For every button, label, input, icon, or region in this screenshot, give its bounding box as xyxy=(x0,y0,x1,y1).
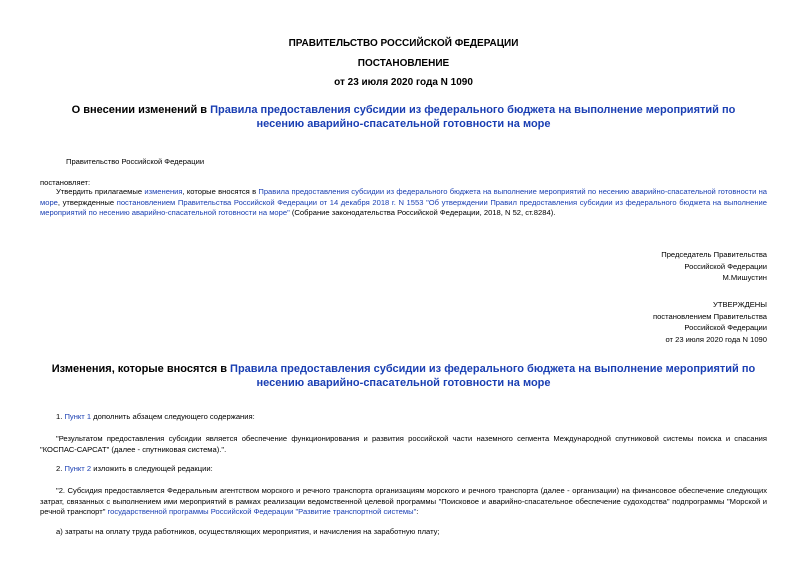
title-prefix: О внесении изменений в xyxy=(71,104,211,116)
change-2-quote xyxy=(40,486,767,518)
changes-title-prefix: Изменения, которые вносятся в xyxy=(51,363,231,375)
change-2-number: 2. xyxy=(56,464,65,473)
change-1-text: дополнить абзацем следующего содержания: xyxy=(91,412,255,421)
approved-label: УТВЕРЖДЕНЫ xyxy=(713,300,767,309)
change-2-quote-end: : xyxy=(416,507,419,516)
p1-text-c: , утвержденные xyxy=(57,197,117,207)
change-1 xyxy=(56,412,255,423)
point-1-link[interactable]: Пункт 1 xyxy=(64,412,92,421)
approved-block xyxy=(653,299,767,345)
signature-position: Председатель Правительства xyxy=(661,250,767,259)
resolution-1553-link[interactable]: постановлением Правительства Российской Федерации от 14 декабря 2018 г. N 1553 "Об утверждении Правил предоставления субсидии из федерального бюджета на выполнение мероприятий по несению аварийно-спасательной готовности на море" xyxy=(40,197,767,217)
p1-text-a: Утвердить прилагаемые xyxy=(56,187,145,196)
title-rules-link[interactable]: Правила предоставления субсидии из федерального бюджета на выполнение мероприятий по несению аварийно-спасательной готовности на море xyxy=(210,104,736,130)
p1-text-b: , которые вносятся в xyxy=(182,187,259,196)
decides-text: постановляет: xyxy=(40,178,91,187)
change-2-text: изложить в следующей редакции: xyxy=(91,464,213,473)
p1-text-d: (Собрание законодательства Российской Федерации, 2018, N 52, ст.8284). xyxy=(289,208,556,217)
rules-link[interactable]: Правила предоставления субсидии из федерального бюджета на выполнение мероприятий по несению аварийно-спасательной готовности на море xyxy=(40,187,767,207)
intro-text: Правительство Российской Федерации xyxy=(66,157,205,166)
signature-block xyxy=(661,249,767,284)
change-1-quote: "Результатом предоставления субсидии является обеспечение функционирования и развития российской части наземного сегмента Международной спутниковой системы поиска и спасания "КОСПАС-САРСАТ" (далее - спутниковая система).". xyxy=(40,434,767,454)
resolution-paragraph xyxy=(40,187,767,219)
approved-by: постановлением Правительства xyxy=(652,311,767,321)
approved-date: от 23 июля 2020 года N 1090 xyxy=(665,334,767,344)
change-2 xyxy=(56,464,213,475)
point-2-link[interactable]: Пункт 2 xyxy=(64,464,92,473)
changes-title xyxy=(40,362,767,390)
date-number-heading: от 23 июля 2020 года N 1090 xyxy=(334,77,473,88)
change-1-number: 1. xyxy=(56,412,65,421)
change-2-quote-text: "2. Субсидия предоставляется Федеральным агентством морского и речного транспорта организациям морского и речного транспорта (далее - организации) на финансовое обеспечение следующих затрат, связанных с выполнением ими мероприятий в рамках реализации ведомственной целевой программы "Поисковое и аварийно-спасательное обеспечение судоходства" подпрограммы "Морской и речной транспорт" xyxy=(40,486,767,516)
changes-title-rules-link[interactable]: Правила предоставления субсидии из федерального бюджета на выполнение мероприятий по несению аварийно-спасательной готовности на море xyxy=(230,363,756,389)
government-heading: ПРАВИТЕЛЬСТВО РОССИЙСКОЙ ФЕДЕРАЦИИ xyxy=(288,38,519,49)
approved-org: Российской Федерации xyxy=(684,323,767,332)
document-title xyxy=(70,103,737,131)
state-program-link[interactable]: государственной программы Российской Федерации "Развитие транспортной системы" xyxy=(107,507,417,516)
signature-org: Российской Федерации xyxy=(684,261,767,271)
signature-name: М.Мишустин xyxy=(722,273,767,282)
change-2-item-a: а) затраты на оплату труда работников, осуществляющих мероприятия, и начисления на заработную плату; xyxy=(56,527,440,536)
changes-link[interactable]: изменения xyxy=(144,187,183,196)
doc-type-heading: ПОСТАНОВЛЕНИЕ xyxy=(357,58,450,69)
